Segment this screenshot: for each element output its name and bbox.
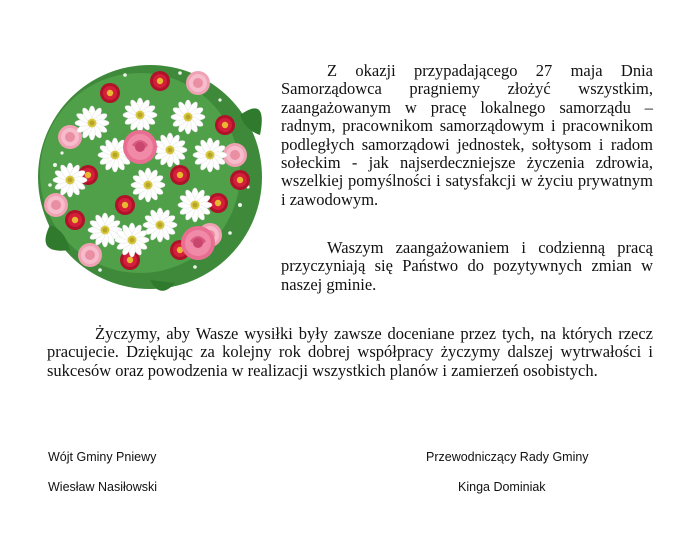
left-signature-title: Wójt Gminy Pniewy [48, 450, 157, 464]
right-signature-title: Przewodniczący Rady Gminy [426, 450, 589, 464]
greeting-paragraph-3: Życzymy, aby Wasze wysiłki były zawsze doceniane przez tych, na których rzecz pracujecie. Dziękując za kolejny rok dobrej współpracy życzymy dalszej wytrwałości i sukcesów oraz powodzenia w realizacji wszystkich planów i zamierzeń osobistych. [47, 324, 653, 380]
greeting-paragraph-1: Z okazji przypadającego 27 maja Dnia Samorządowca pragniemy złożyć wszystkim, zaangażowanym w pracę lokalnego samorządu – radnym, pracownikom samorządowym i pracownikom podległych samorządowi jednostek, sołtysom i radom sołeckim - jak najserdeczniejsze życzenia zdrowia, wszelkiej pomyślności i satysfakcji w życiu prywatnym i zawodowym. [281, 61, 653, 209]
greeting-paragraph-2: Waszym zaangażowaniem i codzienną pracą przyczyniają się Państwo do pozytywnych zmian w naszej gminie. [281, 238, 653, 294]
left-signature-name: Wiesław Nasiłowski [48, 480, 158, 494]
right-signature-name: Kinga Dominiak [458, 480, 546, 494]
flower-bouquet-icon [30, 55, 270, 300]
